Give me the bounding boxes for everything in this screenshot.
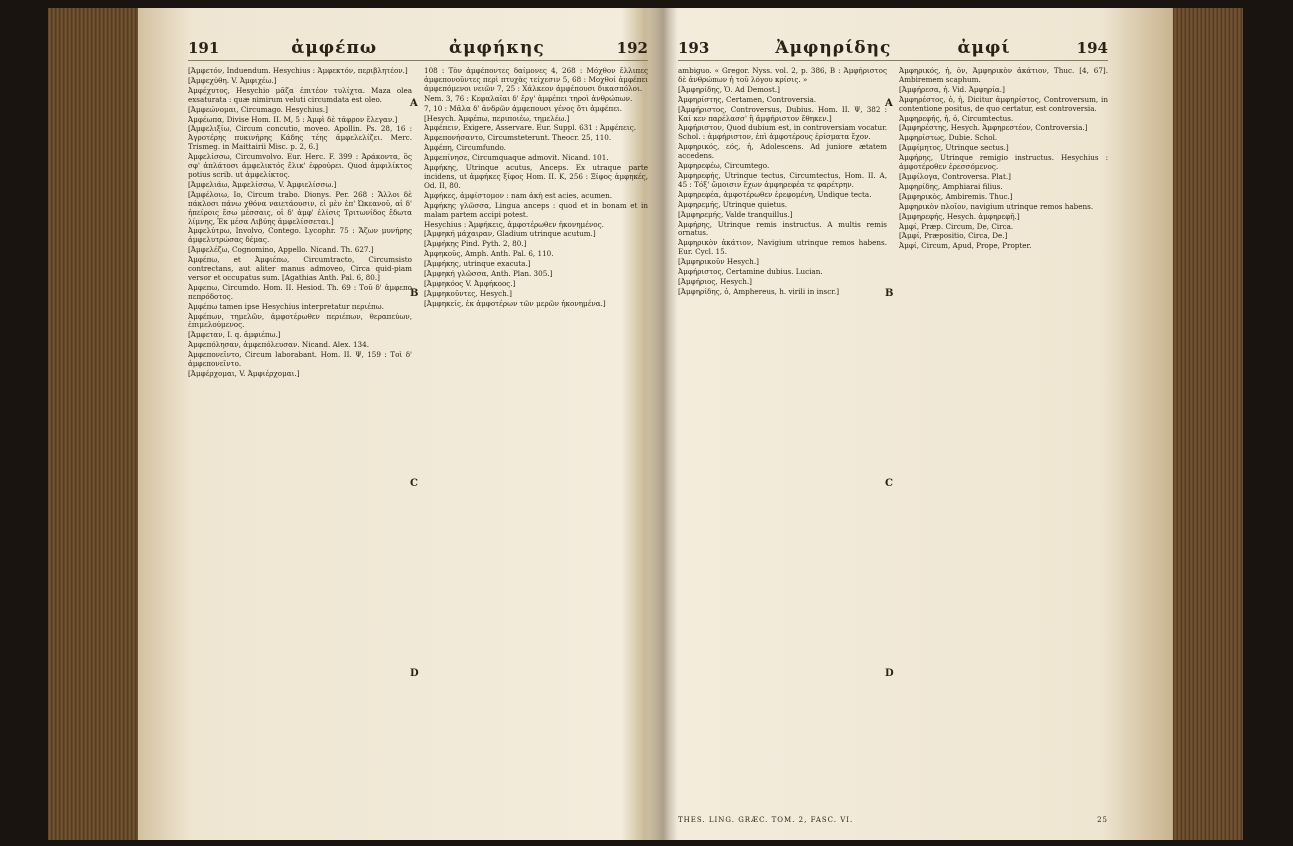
dictionary-entry: [Ἀμφηρικοῦν Hesych.]	[678, 257, 759, 267]
dictionary-entry: [Ἀμφήκης, utrinque exacuta.]	[424, 259, 531, 269]
dictionary-entry: Ἀμφηκοῦς, Amph. Anth. Pal. 6, 110.	[424, 249, 554, 259]
dictionary-entry: Ἀμφέπειν, Exigere, Asservare. Eur. Suppl. 631 : Ἀμφέπεις.	[424, 123, 637, 133]
dictionary-entry: ambiguo. « Gregor. Nyss. vol. 2, p. 386, B : Ἀμφήριστος δὲ ἀνθρώπων ἡ τοῦ λόγου κρίσις. »	[678, 67, 887, 84]
dictionary-entry: Ἀμφήριστος, Certamine dubius. Lucian.	[678, 267, 823, 277]
section-marker-b: B	[410, 288, 419, 299]
dictionary-entry: [Ἀμφηκόος V. Ἀμφήκοος.]	[424, 278, 516, 288]
dictionary-entry: Ἀμφέωπα, Divise Hom. II. M, 5 : Ἀμφὶ δὲ τάφρον ἔλεγαν.]	[188, 114, 398, 124]
dictionary-entry: [Ἀμφέρχομαι, V. Ἀμφιέρχομαι.]	[188, 369, 300, 378]
dictionary-entry: [Ἀμφηρίδης, ὁ, Amphereus, h. virili in inscr.]	[678, 286, 840, 296]
dictionary-entry: 108 : Τὸν ἀμφέποντες δαίμονες 4, 268 : Μόχθον ἔλλιπες ἀμφεπονοῦντες περὶ πτυχὰς τείχεσιν 5, 68 : Μοχθοί ἀμφέπει ἀμφεπόμενοι νειῶν 7, 25 : Χάλκεον ἀμφέπουσι δικασπόλοι.	[424, 67, 648, 93]
dictionary-entry: [Ἀμφηκείς, ἐκ ἀμφοτέρων τῶν μερῶν ἠκονημένα.]	[424, 298, 606, 308]
dictionary-entry: Ἀμφέπων, τημελῶν, ἀμφοτέρωθεν περιέπων, θεραπεύων, ἐπιμελούμενος.	[188, 311, 412, 330]
dictionary-entry: Ἀμφεπονεῖντο, Circum laborabant. Hom. II. Ψ, 159 : Τοὶ δ' ἀμφεπονεῖντο.	[188, 350, 412, 369]
dictionary-entry: Ἀμφήκης, Utrinque acutus, Anceps. Ex utraque parte incidens, ut ἀμφήκες ξίφος Hom. II. K, 256 : Ξίφος ἀμφηκές, Od. II, 80.	[424, 163, 648, 190]
right-running-head	[678, 38, 1108, 61]
headword-left: Ἀμφηρίδης	[775, 38, 892, 58]
dictionary-entry: Ἀμφήρης, Utrinque remis instructus. A multis remis ornatus.	[678, 219, 887, 238]
dictionary-entry: [Ἀμφελιξίω, Circum concutio, moveo. Apollin. Ps. 28, 16 : Ἀγροτέρης πυκινήρης Κάδης τέης ἀμφελελίζει. Merc. Trismeg. in Maittairii Misc. p. 2, 6.]	[188, 124, 412, 152]
dictionary-entry: [Ἀμφηρεφής, Hesych. ἀμφηρεφῆ.]	[899, 211, 1020, 221]
dictionary-entry: Ἀμφηρικὸν πλοῖον, navigium utrinque remos habens.	[899, 201, 1094, 211]
dictionary-entry: [Ἀμφέλοιω, Io, Circum trabo. Dionys. Per. 268 : Ἄλλοι δὲ πάκλοσι πάνω χθόνα ναιετάουσιν, εἰ μὲν ἐπ' Ὠκεανοῦ, αἱ δ' ἠπείροις ἔσω μέσσαις, οἱ δ' ἀμφ' ἑλίσις Τριτωνίδος ἔδωτα λίμνης, Ἐκ μέσα Λιβύης ἀμφελίσσεται.]	[188, 189, 412, 226]
dictionary-entry: [Ἀμφήριστος, Controversus, Dubius. Hom. II. Ψ, 382 : Καί κεν παρέλασσ' ἢ ἀμφήριστον ἔθηκεν.]	[678, 104, 887, 123]
dictionary-entry: Ἀμφηρίστης, Certamen, Controversia.	[678, 94, 817, 104]
right-page-col-2	[899, 67, 1108, 797]
dictionary-entry: Ἀμφελύτρω, Involvo, Contego. Lycophr. 75 : Ἄζων μυνήρης ἀμφελυτρώσας δέμας.	[188, 226, 412, 245]
dictionary-entry: Ἀμφήκες, ἀμφίστομον : nam ἀκὴ est acies, acumen.	[424, 190, 613, 200]
section-marker-b: B	[885, 288, 894, 299]
dictionary-entry: [Ἀμφίμητος, Utrinque sectus.]	[899, 143, 1009, 153]
dictionary-entry: Ἀμφηρεμής, Utrinque quietus.	[678, 199, 788, 209]
dictionary-entry: [Ἀμφηρίδης, Ὁ. Ad Demost.]	[678, 84, 780, 94]
dictionary-entry: [Ἀμφήριος, Hesych.]	[678, 276, 752, 286]
dictionary-entry: [Ἀμφεώνομαι, Circumago. Hesychius.]	[188, 104, 328, 114]
book-edge-left	[48, 8, 138, 840]
section-marker-c: C	[885, 478, 893, 489]
dictionary-entry: Ἀμφηρικός, ἡ, ὁν, Ἀμφηρικὸν ἀκάτιον, Thuc. [4, 67]. Ambiremem scaphum.	[899, 67, 1108, 84]
dictionary-entry: [Ἀμφηκή μάχαιραν, Gladium utrinque acutum.]	[424, 229, 596, 239]
dictionary-entry: [Ἀμφηρέστης, Hesych. Ἀμφηρεστέον, Controversia.]	[899, 123, 1088, 133]
dictionary-entry: Ἀμφήκης γλῶσσα, Lingua anceps : quod et in bonam et in malam partem accipi potest.	[424, 200, 648, 219]
section-marker-a: A	[410, 98, 418, 109]
dictionary-entry: Ἀμφηρικός, εός, ἡ, Adolescens. Ad juniore ætatem accedens.	[678, 142, 887, 161]
dictionary-entry: Ἀμφηρέστος, ὁ, ἡ, Dicitur ἀμφηρίστος, Controversum, in contentione positus, de quo certatur, est controversia.	[899, 94, 1108, 113]
dictionary-entry: Ἀμφηρεφής, ἡ, ὁ, Circumtectus.	[899, 113, 1014, 123]
dictionary-entry: Ἀμφέπω, et Ἀμφιέπω, Circumtracto, Circumsisto contrectans, aut aliter manus admoveo, Circa quid-piam versor et occupatus sum. [Agathias Anth. Pal. 6, 80.]	[188, 255, 412, 282]
headword-left: ἀμφέπω	[291, 38, 378, 58]
dictionary-entry: [Ἀμφίλογα, Controversa. Plat.]	[899, 171, 1011, 181]
dictionary-entry: Ἀμφέπω tamen ipse Hesychius interpretatur περιέπω.	[188, 301, 384, 311]
dictionary-entry: Ἀμφέχυτος, Hesychio μᾶζα ἐπιτέον τυλίχτα. Maza olea exsaturata : quæ nimirum veluti circumdata est oleo.	[188, 85, 412, 104]
dictionary-entry: [Ἀμφηρικὸς, Ambiremis. Thuc.]	[899, 191, 1013, 201]
dictionary-entry: Ἀμφεπω, Circumdo. Hom. II. Hesiod. Th. 69 : Τοῦ δ' ἀμφεπο πεπρόδοτος.	[188, 282, 412, 301]
footer-signature: THES. LING. GRÆC. TOM. 2, FASC. VI.	[678, 816, 854, 824]
dictionary-entry: Ἀμφηρικὸν ἀκάτιον, Navigium utrinque remos habens. Eur. Cycl. 15.	[678, 238, 887, 257]
dictionary-entry: Ἀμφί, Præp. Circum, De, Circa.	[899, 221, 1014, 231]
dictionary-entry: Ἀμφεπίνησε, Circumquaque admovit. Nicand. 101.	[424, 153, 609, 163]
dictionary-entry: [Ἀμφηρεμής, Valde tranquillus.]	[678, 209, 793, 219]
headword-right: ἀμφήκης	[449, 38, 545, 58]
dictionary-entry: Ἀμφηρεφέα, ἀμφοτέρωθεν ἐρεφομένη, Undique tecta.	[678, 189, 872, 199]
dictionary-entry: [Ἀμφηκοῦντες, Hesych.]	[424, 288, 512, 298]
headword-right: ἀμφί	[957, 38, 1011, 58]
dictionary-entry: [Ἀμφί, Præpositio, Circa, De.]	[899, 231, 1008, 241]
dictionary-entry: [Ἀμφεχύθη. V. Ἀμφιχέω.]	[188, 75, 277, 85]
dictionary-entry: [Ἀμφελιάω, Ἀμφελίσσω, V. Ἀμφιελίσσω.]	[188, 179, 337, 189]
right-page-col-1	[678, 67, 887, 797]
section-marker-a: A	[885, 98, 893, 109]
dictionary-entry: Ἀμφί, Circum, Apud, Prope, Propter.	[899, 241, 1032, 251]
dictionary-entry: 7, 10 : Μᾶλα δ' ἀνδρῶν ἀμφεπουσι γένος ὅτι ἀμφέπει.	[424, 103, 623, 113]
dictionary-entry: Ἀμφηρεφής, Utrinque tectus, Circumtectus, Hom. II. A, 45 : Τόξ' ὤμοισιν ἔχων ἀμφηρεφέα τε φαρέτρην.	[678, 170, 887, 189]
page-number-192: 192	[616, 39, 648, 57]
dictionary-entry: [Ἀμφήρεσα, ἡ. Vid. Ἀμφηρία.]	[899, 84, 1005, 94]
dictionary-entry: [Ἀμφελέζω, Cognomino, Appello. Nicand. Th. 627.]	[188, 245, 374, 255]
dictionary-entry: Ἀμφηρεφέω, Circumtego.	[678, 161, 770, 171]
dictionary-entry: Nem. 3, 76 : Κεφαλαῖαι δ' ἔργ' ἀμφέπει τηροὶ ἀνθρώπων.	[424, 93, 633, 103]
dictionary-entry: [Ἀμφετόν, Induendum. Hesychius : Ἀμφεκτόν, περιβλητέον.]	[188, 67, 408, 75]
dictionary-entry: Ἀμφηρίστως, Dubie. Schol.	[899, 133, 998, 143]
dictionary-entry: Ἀμφεπόλησαν, ἀμφεπόλευσαν. Nicand. Alex. 134.	[188, 340, 369, 350]
book-gutter	[648, 8, 678, 840]
page-number-194: 194	[1076, 39, 1108, 57]
dictionary-entry: [Ἀμφεταν, I. q. ἀμφιέπω.]	[188, 330, 281, 340]
dictionary-entry: Hesychius : Ἀμφήκεις, ἀμφοτέρωθεν ἠκονημένος.	[424, 219, 604, 229]
section-marker-d: D	[885, 668, 894, 679]
footer-sheet-number: 25	[1097, 816, 1108, 824]
page-number-191: 191	[188, 39, 220, 57]
dictionary-entry: [Hesych. Ἀμφέπω, περιποιέω, τημελέω.]	[424, 113, 570, 123]
left-page-col-1	[188, 67, 412, 797]
dictionary-entry: Ἀμφηρίδης, Amphiarai filius.	[899, 181, 1003, 191]
section-marker-c: C	[410, 478, 418, 489]
dictionary-entry: Ἀμφελίσσω, Circumvolvo. Eur. Herc. F. 399 : Ἀράκοντα, ὃς σφ' ἀπλάτοσι ἀμφελικτός ἕλικ' ἐφρούρει. Quod ἀμφιλίκτος potius scrib. ut ἀμφελίκτος.	[188, 152, 412, 179]
dictionary-entry: Ἀμφεπονήσαντο, Circumsteterunt. Theocr. 25, 110.	[424, 133, 612, 143]
dictionary-entry: Ἀμφήριστον, Quod dubium est, in controversiam vocatur. Schol. : ἀμφήριστον, ἐπὶ ἀμφοτέρους ἐρίσματα ἔχον.	[678, 123, 887, 142]
dictionary-entry: Ἀμφήρης, Utrinque remigio instructus. Hesychius : ἀμφοτέροθεν ἐρεσσόμενος.	[899, 153, 1108, 172]
page-footer	[678, 816, 1108, 824]
left-page	[188, 38, 648, 828]
page-number-193: 193	[678, 39, 710, 57]
section-marker-d: D	[410, 668, 419, 679]
open-book	[48, 8, 1243, 840]
book-edge-right	[1173, 8, 1243, 840]
right-page	[678, 38, 1108, 828]
dictionary-entry: Ἀμφέπη, Circumfundo.	[424, 143, 506, 153]
left-page-col-2	[424, 67, 648, 797]
dictionary-entry: [Ἀμφήκης Pind. Pyth. 2, 80.]	[424, 239, 527, 249]
left-running-head	[188, 38, 648, 61]
dictionary-entry: [Ἀμφηκή γλῶσσα, Anth. Plan. 305.]	[424, 269, 553, 279]
